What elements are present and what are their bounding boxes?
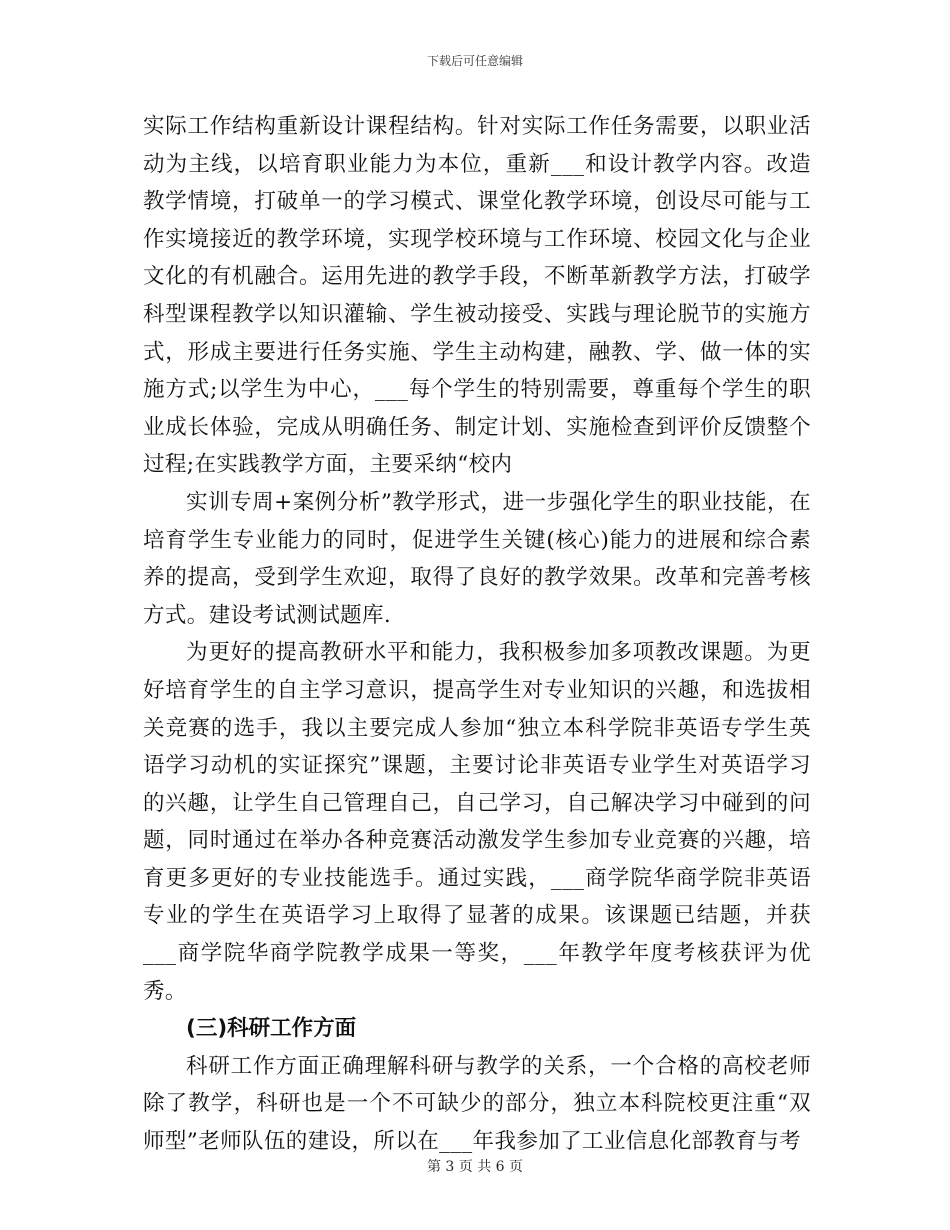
paragraph-course-structure: 实际工作结构重新设计课程结构。针对实际工作任务需要，以职业活动为主线，以培育职业能力为本位，重新___和设计教学内容。改造教学情境，打破单一的学习模式、课堂化教学环境，创设尽可能与工作实境接近的教学环境，实现学校环境与工作环境、校园文化与企业文化的有机融合。运用先进的教学手段，不断革新教学方法，打破学科型课程教学以知识灌输、学生被动接受、实践与理论脱节的实施方式，形成主要进行任务实施、学生主动构建，融教、学、做一体的实施方式;以学生为中心，___每个学生的特别需要，尊重每个学生的职业成长体验，完成从明确任务、制定计划、实施检查到评价反馈整个过程;在实践教学方面，主要采纳“校内 [143,114,811,478]
paragraph-teaching-research: 为更好的提高教研水平和能力，我积极参加多项教改课题。为更好培育学生的自主学习意识，提高学生对专业知识的兴趣，和选拔相关竞赛的选手，我以主要完成人参加“独立本科学院非英语专学生英语学习动机的实证探究”课题，主要讨论非英语专业学生对英语学习的兴趣，让学生自己管理自己，自己学习，自己解决学习中碰到的问题，同时通过在举办各种竞赛活动激发学生参加专业竞赛的兴趣，培育更多更好的专业技能选手。通过实践，___商学院华商学院非英语专业的学生在英语学习上取得了显著的成果。该课题已结题，并获___商学院华商学院教学成果一等奖，___年教学年度考核获评为优秀。 [143,640,811,1004]
document-body [143,108,811,1161]
paragraph-research-work: 科研工作方面正确理解科研与教学的关系，一个合格的高校老师除了教学，科研也是一个不可缺少的部分，独立本科院校更注重“双师型”老师队伍的建设，所以在___年我参加了工业信息化部教育与考 [143,1053,811,1155]
page-footer: 第 3 页 共 6 页 [426,1159,524,1175]
paragraph-practical-training: 实训专周+案例分析”教学形式，进一步强化学生的职业技能，在培育学生专业能力的同时，促进学生关键(核心)能力的进展和综合素养的提高，受到学生欢迎，取得了良好的教学效果。改革和完善考核方式。建设考试测试题库. [143,489,811,628]
section-heading-research: (三)科研工作方面 [186,1016,357,1042]
page-header: 下载后可任意编辑 [426,54,523,68]
